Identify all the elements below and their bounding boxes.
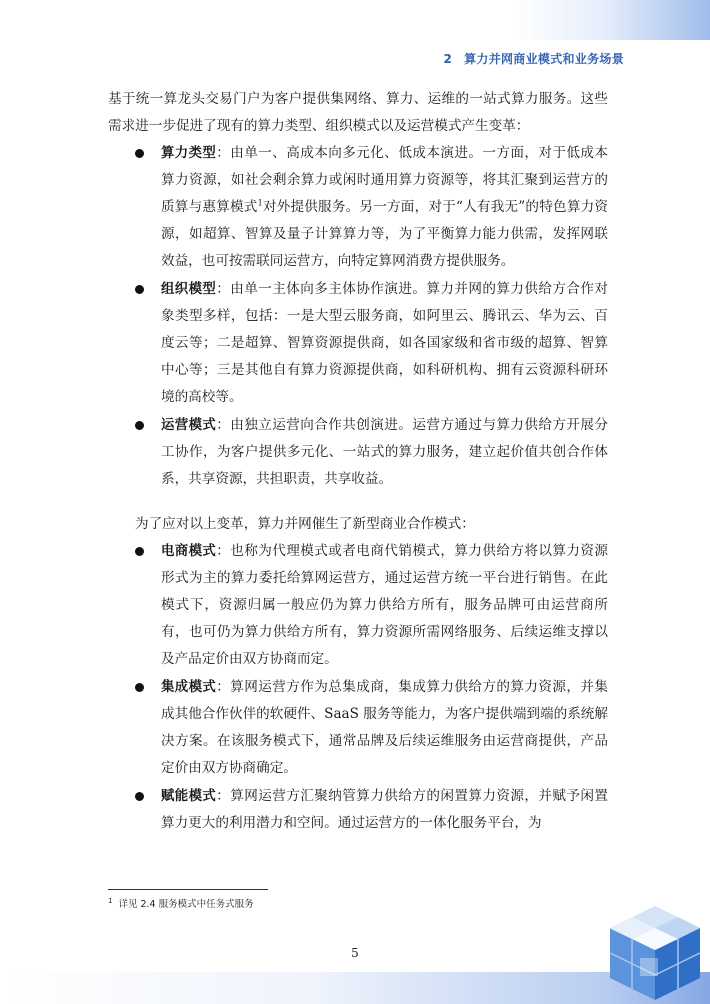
term-label: 赋能模式 (161, 789, 217, 804)
footnote-mark: 1 (108, 896, 113, 905)
list-item-integration-model: 集成模式：算网运营方作为总集成商，集成算力供给方的算力资源，并集成其他合作伙伴的软硬件、SaaS 服务等能力，为客户提供端到端的系统解决方案。在该服务模式下，通常品牌及后续运维服务由运营商提供，产品定价由双方协商确定。 (108, 674, 608, 782)
transition-paragraph: 为了应对以上变革，算力并网催生了新型商业合作模式： (135, 516, 475, 532)
term-label: 算力类型 (161, 146, 217, 161)
page-body (108, 86, 608, 837)
term-label: 组织模型 (161, 282, 217, 297)
footnote-text: 详见 2.4 服务模式中任务式服务 (118, 899, 254, 910)
item-text: 算网运营方作为总集成商，集成算力供给方的算力资源，并集成其他合作伙伴的软硬件、SaaS 服务等能力，为客户提供端到端的系统解决方案。在该服务模式下，通常品牌及后续运维服务由运营商提供，产品定价由双方协商确定。 (161, 679, 609, 776)
chapter-number: 2 (443, 52, 453, 66)
running-header (443, 50, 624, 67)
changes-list (108, 140, 608, 493)
item-text: 由单一主体向多主体协作演进。算力并网的算力供给方合作对象类型多样，包括：一是大型云服务商，如阿里云、腾讯云、华为云、百度云等；二是超算、智算资源提供商，如各国家级和省市级的超算、智算中心等；三是其他自有算力资源提供商，如科研机构、拥有云资源科研环境的高校等。 (161, 281, 609, 405)
bullet-icon (135, 285, 144, 294)
cube-logo-icon (600, 900, 710, 1004)
bullet-icon (135, 149, 144, 158)
header-decoration-bar (0, 0, 710, 40)
list-item-operation-mode: 运营模式：由独立运营向合作共创演进。运营方通过与算力供给方开展分工协作，为客户提供多元化、一站式的算力服务，建立起价值共创合作体系，共享资源，共担职责，共享收益。 (108, 412, 608, 493)
bullet-icon (135, 683, 144, 692)
intro-paragraph: 基于统一算龙头交易门户为客户提供集网络、算力、运维的一站式算力服务。这些需求进一步促进了现有的算力类型、组织模式以及运营模式产生变革： (108, 91, 608, 134)
bullet-icon (135, 421, 144, 430)
item-text: 也称为代理模式或者电商代销模式，算力供给方将以算力资源形式为主的算力委托给算网运营方，通过运营方统一平台进行销售。在此模式下，资源归属一般应仍为算力供给方所有，服务品牌可由运营商所有，也可仍为算力供给方所有，算力资源所需网络服务、后续运维支撑以及产品定价由双方协商而定。 (161, 543, 609, 667)
item-text: 由独立运营向合作共创演进。运营方通过与算力供给方开展分工协作，为客户提供多元化、一站式的算力服务，建立起价值共创合作体系，共享资源，共担职责，共享收益。 (161, 417, 609, 487)
item-text: 由单一、高成本向多元化、低成本演进。一方面，对于低成本算力资源，如社会剩余算力或闲时通用算力资源等，将其汇聚到运营方的质算与惠算模式 (161, 145, 609, 215)
term-label: 运营模式 (161, 418, 217, 433)
bullet-icon (135, 792, 144, 801)
footnote-divider (108, 889, 268, 890)
list-item-ecommerce-model: 电商模式：也称为代理模式或者电商代销模式，算力供给方将以算力资源形式为主的算力委托给算网运营方，通过运营方统一平台进行销售。在此模式下，资源归属一般应仍为算力供给方所有，服务品牌可由运营商所有，也可仍为算力供给方所有，算力资源所需网络服务、后续运维支撑以及产品定价由双方协商而定。 (108, 538, 608, 673)
models-list (108, 538, 608, 837)
item-text-continued: 对外提供服务。另一方面，对于“人有我无”的特色算力资源，如超算、智算及量子计算算力等，为了平衡算力能力供需，发挥网联效益，也可按需联同运营方，向特定算网消费方提供服务。 (161, 199, 608, 269)
term-label: 电商模式 (161, 544, 217, 559)
list-item-organization-model: 组织模型：由单一主体向多主体协作演进。算力并网的算力供给方合作对象类型多样，包括：一是大型云服务商，如阿里云、腾讯云、华为云、百度云等；二是超算、智算资源提供商，如各国家级和省市级的超算、智算中心等；三是其他自有算力资源提供商，如科研机构、拥有云资源科研环境的高校等。 (108, 276, 608, 411)
page-number: 5 (351, 946, 359, 960)
list-item-compute-type: 算力类型：由单一、高成本向多元化、低成本演进。一方面，对于低成本算力资源，如社会剩余算力或闲时通用算力资源等，将其汇聚到运营方的质算与惠算模式$^1$对外提供服务。另一方面，对于“人有我无”的特色算力资源，如超算、智算及量子计算算力等，为了平衡算力能力供需，发挥网联效益，也可按需联同运营方，向特定算网消费方提供服务。 (108, 140, 608, 275)
bullet-icon (135, 547, 144, 556)
footnote (108, 896, 254, 910)
chapter-title: 算力并网商业模式和业务场景 (464, 52, 624, 66)
term-label: 集成模式 (161, 680, 217, 695)
list-item-enablement-model: 赋能模式：算网运营方汇聚纳管算力供给方的闲置算力资源，并赋予闲置算力更大的利用潜力和空间。通过运营方的一体化服务平台，为 (108, 783, 608, 837)
footnote-reference[interactable]: 1 (257, 198, 263, 208)
paragraph-spacer (108, 493, 608, 511)
item-text: 算网运营方汇聚纳管算力供给方的闲置算力资源，并赋予闲置算力更大的利用潜力和空间。通过运营方的一体化服务平台，为 (161, 788, 609, 831)
